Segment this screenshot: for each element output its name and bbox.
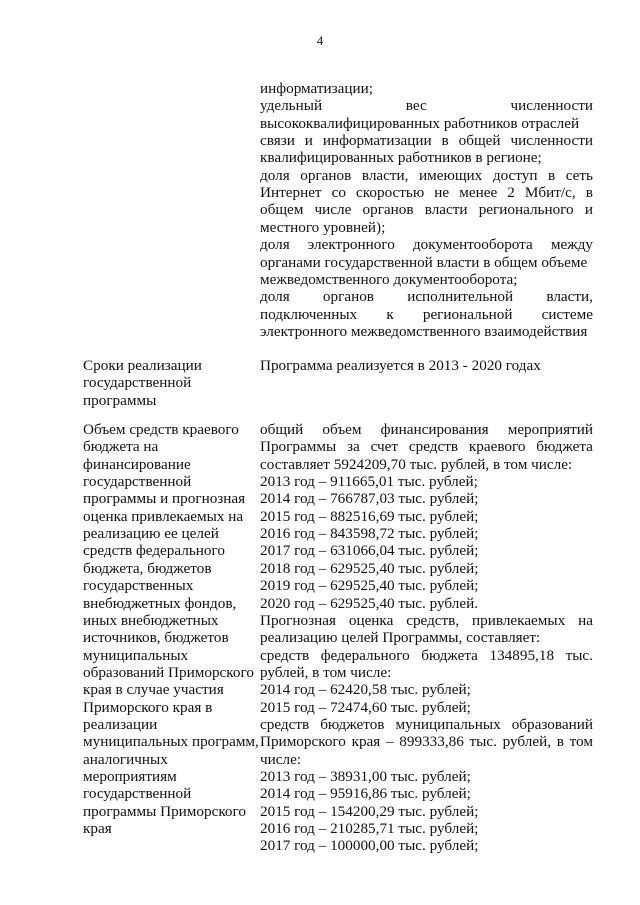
word: финансирования	[380, 421, 489, 438]
indicator-text-line: информатизации;	[260, 80, 374, 97]
funding-value-line: 2018 год – 629525,40 тыс. рублей;	[260, 559, 479, 577]
word: между	[550, 236, 593, 254]
word: том	[569, 733, 593, 751]
word: имеющих	[419, 166, 483, 184]
funding-value-line: реализацию целей Программы, составляет:	[260, 629, 541, 647]
funding-value-line: 2015 год – 882516,69 тыс. рублей;	[260, 507, 479, 525]
indicator-text-line: межведомственного документооборота;	[260, 270, 518, 288]
word: системе	[541, 305, 593, 323]
terms-label-line: Сроки реализации	[83, 357, 202, 374]
word: Прогнозная	[260, 611, 336, 629]
funding-value-line: 2016 год – 843598,72 тыс. рублей;	[260, 525, 479, 543]
funding-value-line: 2015 год – 72474,60 тыс. рублей;	[260, 698, 471, 716]
funding-label-line: средств федерального	[83, 542, 225, 560]
indicator-text-line	[260, 306, 593, 323]
funding-label-line: края в случае участия	[83, 681, 224, 699]
indicator-text-line	[260, 167, 593, 184]
funding-label-line: внебюджетных фондов,	[83, 594, 237, 612]
word: рублей,	[502, 733, 552, 751]
word: не	[434, 184, 450, 202]
word: подключенных	[260, 305, 358, 323]
funding-value-line: 2016 год – 210285,71 тыс. рублей;	[260, 820, 479, 838]
word: счет	[370, 438, 399, 456]
word: бюджета	[421, 646, 478, 664]
word: удельный	[260, 97, 323, 115]
funding-value-line: 2014 год – 95916,86 тыс. рублей;	[260, 785, 471, 803]
word: доля	[260, 288, 290, 306]
funding-value-line: 2020 год – 629525,40 тыс. рублей.	[260, 594, 478, 612]
funding-label-line: источников, бюджетов	[83, 629, 229, 647]
funding-value-line	[260, 733, 593, 750]
word: средств,	[406, 611, 460, 629]
word: исполнительной	[407, 288, 514, 306]
word: документооборота	[412, 236, 533, 254]
word: региональной	[422, 305, 513, 323]
funding-label-line: оценка привлекаемых на	[83, 507, 244, 525]
word: средств	[408, 438, 459, 456]
word: 2	[507, 184, 515, 202]
word: менее	[459, 184, 498, 202]
funding-label-line: бюджета на	[83, 438, 159, 456]
word: численности	[510, 132, 593, 150]
indicator-text-line	[260, 132, 593, 149]
word: общем	[260, 201, 304, 219]
funding-label-line: муниципальных	[83, 646, 189, 664]
indicator-text-line: электронного межведомственного взаимодействия	[260, 322, 588, 340]
word: со	[331, 184, 346, 202]
word: средств	[260, 646, 310, 664]
indicator-text-line: квалифицированных работников в регионе;	[260, 149, 542, 167]
word: органов	[362, 201, 414, 219]
funding-label-line: Объем средств краевого	[83, 421, 239, 438]
word: к	[386, 305, 394, 323]
funding-label-line: программы и прогнозная	[83, 490, 246, 508]
word: власти,	[546, 288, 593, 306]
word: числе	[314, 201, 352, 219]
word: Интернет	[260, 184, 322, 202]
indicator-text-line	[260, 201, 593, 218]
word: и	[304, 132, 313, 150]
word: связи	[260, 132, 295, 150]
funding-label-line: бюджета, бюджетов	[83, 559, 212, 577]
funding-label-line: реализации	[83, 715, 158, 733]
word: и	[584, 201, 593, 219]
word: доля	[260, 166, 290, 184]
word: привлекаемых	[472, 611, 566, 629]
indicator-text-line	[260, 97, 593, 114]
funding-label-line: государственной	[83, 785, 192, 803]
word: Мбит/с,	[524, 184, 576, 202]
word: оценка	[348, 611, 394, 629]
funding-value-line: числе:	[260, 750, 302, 768]
funding-label-line: реализацию ее целей	[83, 525, 219, 543]
word: Программы	[260, 438, 337, 456]
funding-value-line: 2019 год – 629525,40 тыс. рублей;	[260, 577, 479, 595]
funding-value-line	[260, 421, 593, 438]
word: информатизации	[322, 132, 432, 150]
word: органов	[322, 288, 374, 306]
funding-value-line	[260, 438, 593, 455]
word: регионального	[478, 201, 574, 219]
funding-value-line: 2017 год – 631066,04 тыс. рублей;	[260, 542, 479, 560]
word: доступ	[492, 166, 538, 184]
funding-value-line: 2015 год – 154200,29 тыс. рублей;	[260, 802, 479, 820]
funding-label-line: образований Приморского	[83, 663, 254, 681]
word: краевого	[468, 438, 526, 456]
funding-value-line	[260, 647, 593, 664]
funding-value-line	[260, 716, 593, 733]
terms-value-line: Программа реализуется в 2013 - 2020 годах	[260, 357, 541, 374]
funding-value-line	[260, 612, 593, 629]
word: общей	[458, 132, 501, 150]
word: бюджетов	[320, 715, 385, 733]
word: бюджета	[536, 438, 593, 456]
funding-value-line: 2014 год – 766787,03 тыс. рублей;	[260, 490, 479, 508]
funding-label-line: финансирование	[83, 455, 191, 473]
funding-value-line: 2013 год – 911665,01 тыс. рублей;	[260, 473, 478, 491]
terms-label-line: программы	[83, 391, 157, 409]
word: средств	[260, 715, 310, 733]
funding-label-line: аналогичных	[83, 750, 168, 768]
word: власти,	[361, 166, 409, 184]
word: доля	[260, 236, 290, 254]
word: в	[585, 184, 593, 202]
word: в	[556, 733, 564, 751]
word: тыс.	[469, 733, 497, 751]
funding-value-line: 2013 год – 38931,00 тыс. рублей;	[260, 768, 471, 785]
word: края	[351, 733, 381, 751]
word: федерального	[320, 646, 410, 664]
funding-label-line: края	[83, 820, 112, 838]
word: электронного	[307, 236, 395, 254]
indicator-text-line: высококвалифицированных работников отраслей	[260, 114, 580, 132]
word: вес	[405, 97, 427, 115]
word: за	[347, 438, 360, 456]
terms-label-line: государственной	[83, 374, 192, 392]
indicator-text-line: органами государственной власти в общем объеме	[260, 253, 588, 271]
word: объем	[322, 421, 362, 438]
funding-label-line: программы Приморского	[83, 802, 246, 820]
word: образований	[511, 715, 593, 733]
page-number: 4	[316, 33, 324, 48]
word: сеть	[565, 166, 593, 184]
word: Приморского	[260, 733, 346, 751]
word: 899333,86	[399, 733, 464, 751]
word: муниципальных	[395, 715, 501, 733]
word: на	[578, 611, 593, 629]
word: в	[548, 166, 556, 184]
word: общий	[260, 421, 304, 438]
funding-value-line: 2017 год – 100000,00 тыс. рублей;	[260, 837, 479, 855]
funding-value-line: рублей, в том числе:	[260, 663, 392, 681]
funding-label-line: государственных	[83, 577, 194, 595]
funding-value-line: 2014 год – 62420,58 тыс. рублей;	[260, 681, 471, 699]
funding-label-line: муниципальных программ,	[83, 733, 259, 751]
funding-label-line: Приморского края в	[83, 698, 213, 716]
indicator-text-line	[260, 184, 593, 201]
word: власти	[424, 201, 468, 219]
funding-label-line: иных внебюджетных	[83, 611, 219, 629]
indicator-text-line	[260, 288, 593, 305]
funding-label-line: мероприятиям	[83, 768, 177, 785]
indicator-text-line	[260, 236, 593, 253]
word: численности	[510, 97, 593, 115]
word: в	[441, 132, 449, 150]
word: мероприятий	[507, 421, 593, 438]
funding-value-line: составляет 5924209,70 тыс. рублей, в том числе:	[260, 455, 573, 473]
word: органов	[300, 166, 352, 184]
word: тыс.	[565, 646, 593, 664]
word: –	[385, 733, 394, 751]
word: 134895,18	[489, 646, 555, 664]
word: скоростью	[356, 184, 425, 202]
funding-label-line: государственной	[83, 473, 192, 491]
indicator-text-line: местного уровней);	[260, 218, 386, 236]
